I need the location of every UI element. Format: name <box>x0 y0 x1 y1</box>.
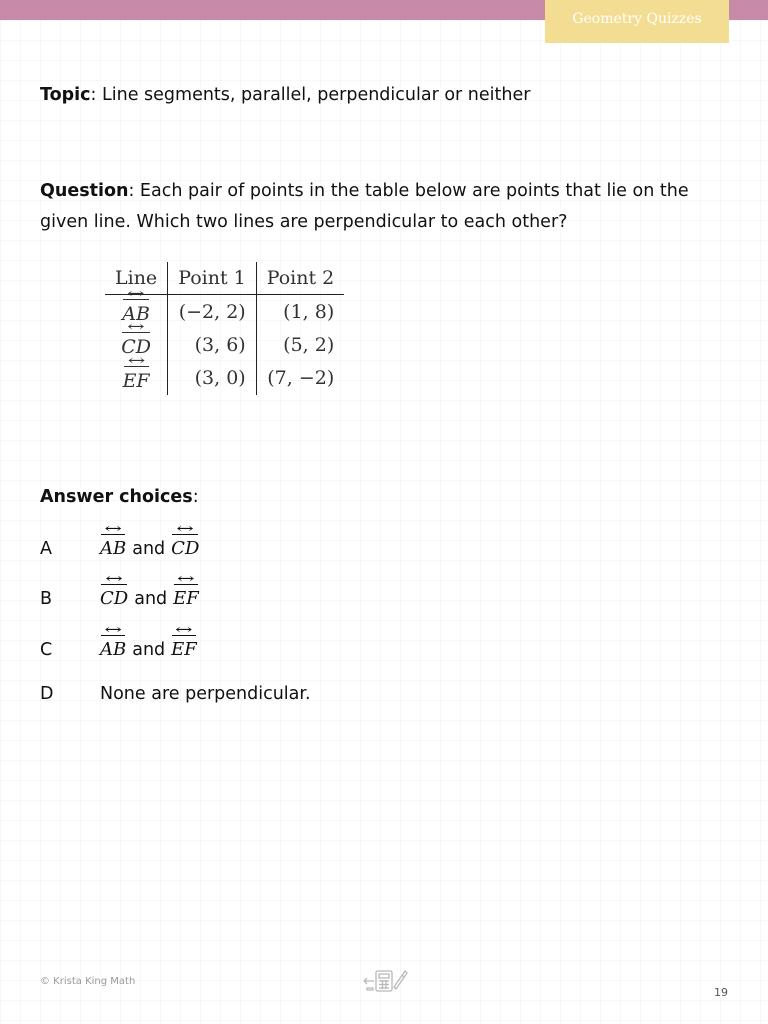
topic-text: : Line segments, parallel, perpendicular or neither <box>90 85 531 105</box>
answer-choice-c[interactable] <box>40 634 197 660</box>
page-number: 19 <box>714 986 728 999</box>
answer-choice-d[interactable] <box>40 684 311 704</box>
line-label: CD ↔ <box>100 583 128 609</box>
table-row <box>105 361 344 395</box>
question-text: : Each pair of points in the table below are points that lie on the given line. Which two lines are perpendicular to each other? <box>40 181 689 232</box>
choice-letter: D <box>40 684 54 704</box>
choice-conjunction: and <box>134 589 168 609</box>
line-label: EF ↔ <box>173 583 199 609</box>
answer-choice-b[interactable] <box>40 583 199 609</box>
line-label: AB ↔ <box>122 298 150 325</box>
choice-letter: B <box>40 589 53 609</box>
point1-cell: (3, 6) <box>168 328 257 361</box>
topic-line <box>40 80 730 111</box>
table-header-cell: Line <box>105 262 168 295</box>
point2-cell: (7, −2) <box>267 367 335 389</box>
choice-letter: C <box>40 640 53 660</box>
line-label: EF ↔ <box>171 634 197 660</box>
table-header-cell: Point 1 <box>168 262 257 295</box>
line-label: CD ↔ <box>171 533 199 559</box>
topic-label: Topic <box>40 85 91 105</box>
choice-body <box>100 634 197 660</box>
calculator-pencil-icon <box>361 967 409 995</box>
copyright-notice: © Krista King Math <box>40 976 136 987</box>
point2-cell: (5, 2) <box>283 333 335 356</box>
choice-conjunction: and <box>132 539 166 559</box>
line-label: CD ↔ <box>121 331 151 358</box>
answers-heading-colon: : <box>192 487 199 507</box>
point2-cell: (1, 8) <box>283 300 335 323</box>
choice-body <box>100 583 199 609</box>
line-label: AB ↔ <box>100 533 126 559</box>
point1-cell: (3, 0) <box>168 361 257 395</box>
points-table <box>105 262 344 395</box>
answer-choice-a[interactable] <box>40 533 199 559</box>
choice-text: None are perpendicular. <box>100 684 311 704</box>
choice-body <box>100 533 199 559</box>
question-label: Question <box>40 181 129 201</box>
answer-choices-heading <box>40 482 730 513</box>
line-label: AB ↔ <box>100 634 126 660</box>
line-label: EF ↔ <box>123 365 150 392</box>
answers-label: Answer choices <box>40 487 193 507</box>
point1-cell: (−2, 2) <box>168 295 257 329</box>
section-tag: Geometry Quizzes <box>545 0 729 43</box>
choice-letter: A <box>40 539 52 559</box>
question-text-block <box>40 176 730 238</box>
choice-conjunction: and <box>132 640 166 660</box>
table-header-cell: Point 2 <box>256 262 344 295</box>
